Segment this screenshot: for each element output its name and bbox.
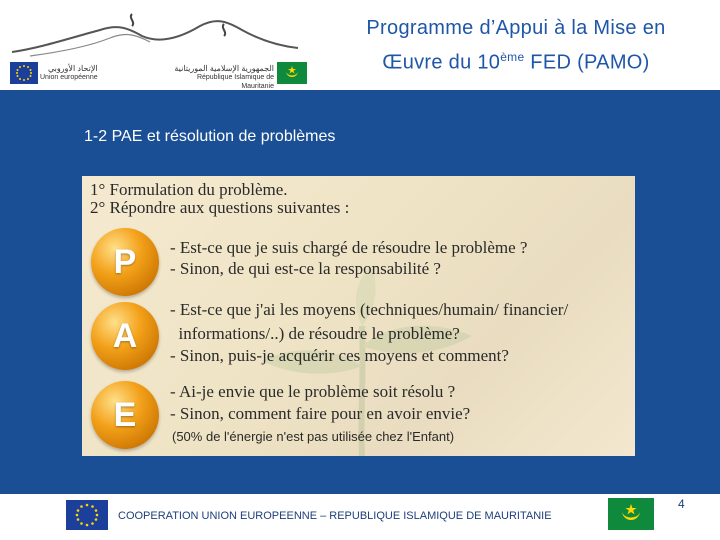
letter-p: P [113,243,137,281]
mauritania-label [170,64,274,91]
footer-mauritania-flag-icon [608,498,654,530]
header-banner [0,0,720,90]
step-2: 2° Répondre aux questions suivantes : [90,198,350,217]
page-title [316,14,716,78]
eu-flag-icon [10,62,38,84]
mauritania-flag-icon [277,62,307,84]
title-superscript: ème [500,50,525,64]
letter-badge-e [91,381,159,449]
title-line-2 [316,43,716,78]
slide-subtitle: 1-2 PAE et résolution de problèmes [84,128,336,145]
footer-cooperation-text: COOPERATION UNION EUROPEENNE – REPUBLIQUE ISLAMIQUE DE MAURITANIE [118,510,552,522]
letter-a: A [112,317,138,355]
item-a-line-2: informations/..) de résoudre le problème? [170,324,460,343]
eu-label [40,64,98,82]
item-a-line-1: - Est-ce que j'ai les moyens (techniques/humain/ financier/ [170,300,569,319]
mauritania-label-french: République Islamique de Mauritanie [196,74,274,90]
step-1: 1° Formulation du problème. [90,180,288,199]
mauritania-label-arabic: الجمهورية الإسلامية الموريتانية [174,64,274,73]
letter-e: E [113,396,137,434]
pae-illustration-panel [82,176,635,456]
letter-badge-p [91,228,159,296]
eu-label-arabic: الإتحاد الأوروبي [47,64,98,73]
item-p-line-1: - Est-ce que je suis chargé de résoudre le problème ? [170,238,528,257]
eu-label-french: Union européenne [40,74,98,81]
item-p-line-2: - Sinon, de qui est-ce la responsabilité ? [170,259,441,278]
title-line-1: Programme d’Appui à la Mise en [366,17,666,39]
item-e-line-2: - Sinon, comment faire pour en avoir envie? [170,404,471,423]
item-a-line-3: - Sinon, puis-je acquérir ces moyens et comment? [170,346,509,365]
item-e-note: (50% de l'énergie n'est pas utilisée chez l'Enfant) [172,429,455,444]
mountains-logo-icon [10,8,300,60]
title-line-2-prefix: Œuvre du 10 [382,51,501,74]
page-number: 4 [678,497,685,511]
title-line-2-suffix: FED (PAMO) [524,51,650,74]
letter-badge-a [91,302,159,370]
footer-eu-flag-icon [66,500,108,530]
item-e-line-1: - Ai-je envie que le problème soit résolu ? [170,382,456,401]
